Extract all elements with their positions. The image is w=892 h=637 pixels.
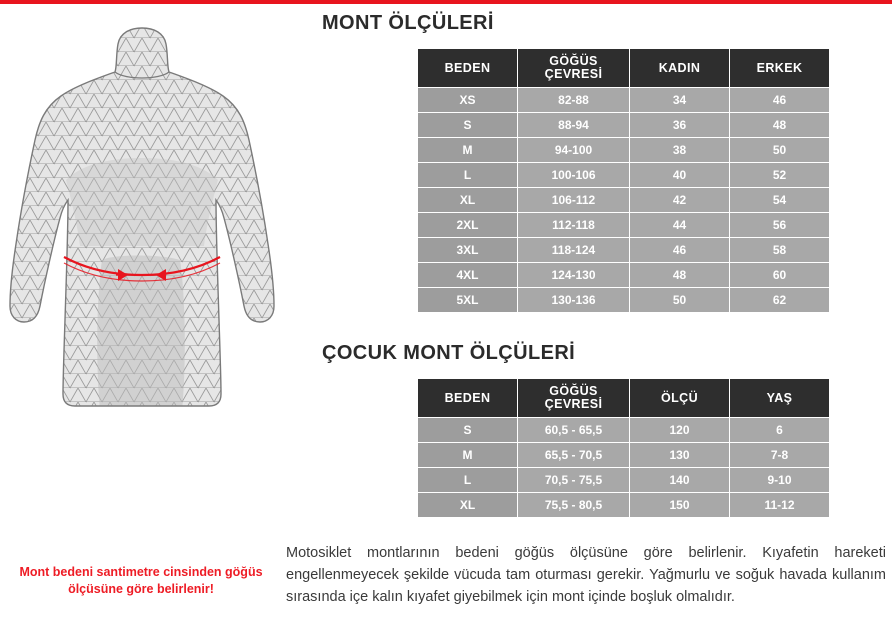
table-row <box>418 288 830 313</box>
table-row <box>418 163 830 188</box>
cell-chest: 118-124 <box>518 238 630 263</box>
cell-chest: 112-118 <box>518 213 630 238</box>
cell-measure: 130 <box>630 443 730 468</box>
cell-size: M <box>418 138 518 163</box>
cell-men: 50 <box>730 138 830 163</box>
cell-men: 58 <box>730 238 830 263</box>
cell-men: 52 <box>730 163 830 188</box>
size-chart-page <box>0 4 892 637</box>
cell-size: M <box>418 443 518 468</box>
column-header-erkek: ERKEK <box>730 49 830 88</box>
cell-chest: 70,5 - 75,5 <box>518 468 630 493</box>
cell-men: 60 <box>730 263 830 288</box>
tables-column <box>282 4 892 637</box>
table-row <box>418 113 830 138</box>
cell-chest: 75,5 - 80,5 <box>518 493 630 518</box>
table-row <box>418 213 830 238</box>
cell-women: 50 <box>630 288 730 313</box>
cell-men: 62 <box>730 288 830 313</box>
adult-size-table-wrapper <box>417 48 829 313</box>
column-header-kadin: KADIN <box>630 49 730 88</box>
table-row <box>418 493 830 518</box>
table-row <box>418 238 830 263</box>
cell-chest: 65,5 - 70,5 <box>518 443 630 468</box>
cell-size: S <box>418 113 518 138</box>
cell-men: 56 <box>730 213 830 238</box>
cell-chest: 106-112 <box>518 188 630 213</box>
column-header-beden: BEDEN <box>418 49 518 88</box>
sizing-note-text: Motosiklet montlarının bedeni göğüs ölçüsüne göre belirlenir. Kıyafetin hareketi engellenmeyecek şekilde vücuda tam oturması gerekir. Yağmurlu ve soğuk havada kullanım sırasında içe kalın kıyafet giyebilmek için mont içinde boşluk olmalıdır. <box>286 545 886 605</box>
cell-size: L <box>418 468 518 493</box>
cell-measure: 150 <box>630 493 730 518</box>
torso-mannequin-icon <box>6 10 278 540</box>
cell-chest: 130-136 <box>518 288 630 313</box>
cell-chest: 124-130 <box>518 263 630 288</box>
table-row <box>418 138 830 163</box>
cell-men: 46 <box>730 88 830 113</box>
adult-size-table <box>417 48 830 313</box>
cell-measure: 140 <box>630 468 730 493</box>
child-size-table-title: ÇOCUK MONT ÖLÇÜLERİ <box>322 342 576 364</box>
cell-women: 42 <box>630 188 730 213</box>
cell-age: 6 <box>730 418 830 443</box>
cell-chest: 82-88 <box>518 88 630 113</box>
table-row <box>418 418 830 443</box>
cell-size: 4XL <box>418 263 518 288</box>
table-row <box>418 188 830 213</box>
cell-chest: 100-106 <box>518 163 630 188</box>
cell-chest: 60,5 - 65,5 <box>518 418 630 443</box>
cell-size: 5XL <box>418 288 518 313</box>
cell-age: 9-10 <box>730 468 830 493</box>
column-header-beden: BEDEN <box>418 379 518 418</box>
column-header-gogus-cevresi <box>518 49 630 88</box>
column-header-gogus-cevresi <box>518 379 630 418</box>
illustration-column <box>0 4 282 637</box>
cell-size: XS <box>418 88 518 113</box>
cell-size: S <box>418 418 518 443</box>
table-row <box>418 263 830 288</box>
table-row <box>418 88 830 113</box>
adult-size-table-title: MONT ÖLÇÜLERİ <box>322 12 494 34</box>
cell-women: 36 <box>630 113 730 138</box>
header-line-2: ÇEVRESİ <box>544 67 603 81</box>
header-line-1: GÖĞÜS <box>549 54 598 68</box>
cell-size: L <box>418 163 518 188</box>
chest-measure-caption: Mont bedeni santimetre cinsinden göğüs ölçüsüne göre belirlenir! <box>19 565 263 596</box>
cell-size: 3XL <box>418 238 518 263</box>
cell-men: 54 <box>730 188 830 213</box>
cell-chest: 88-94 <box>518 113 630 138</box>
cell-age: 7-8 <box>730 443 830 468</box>
cell-men: 48 <box>730 113 830 138</box>
cell-age: 11-12 <box>730 493 830 518</box>
cell-measure: 120 <box>630 418 730 443</box>
table-header-row <box>418 379 830 418</box>
cell-size: 2XL <box>418 213 518 238</box>
table-row <box>418 468 830 493</box>
table-header-row <box>418 49 830 88</box>
child-size-table-wrapper <box>417 378 829 518</box>
cell-women: 34 <box>630 88 730 113</box>
header-line-1: GÖĞÜS <box>549 384 598 398</box>
column-header-olcu: ÖLÇÜ <box>630 379 730 418</box>
table-row <box>418 443 830 468</box>
cell-size: XL <box>418 493 518 518</box>
cell-chest: 94-100 <box>518 138 630 163</box>
header-line-2: ÇEVRESİ <box>544 397 603 411</box>
cell-women: 38 <box>630 138 730 163</box>
cell-size: XL <box>418 188 518 213</box>
cell-women: 48 <box>630 263 730 288</box>
column-header-yas: YAŞ <box>730 379 830 418</box>
cell-women: 40 <box>630 163 730 188</box>
cell-women: 44 <box>630 213 730 238</box>
cell-women: 46 <box>630 238 730 263</box>
child-size-table <box>417 378 830 518</box>
